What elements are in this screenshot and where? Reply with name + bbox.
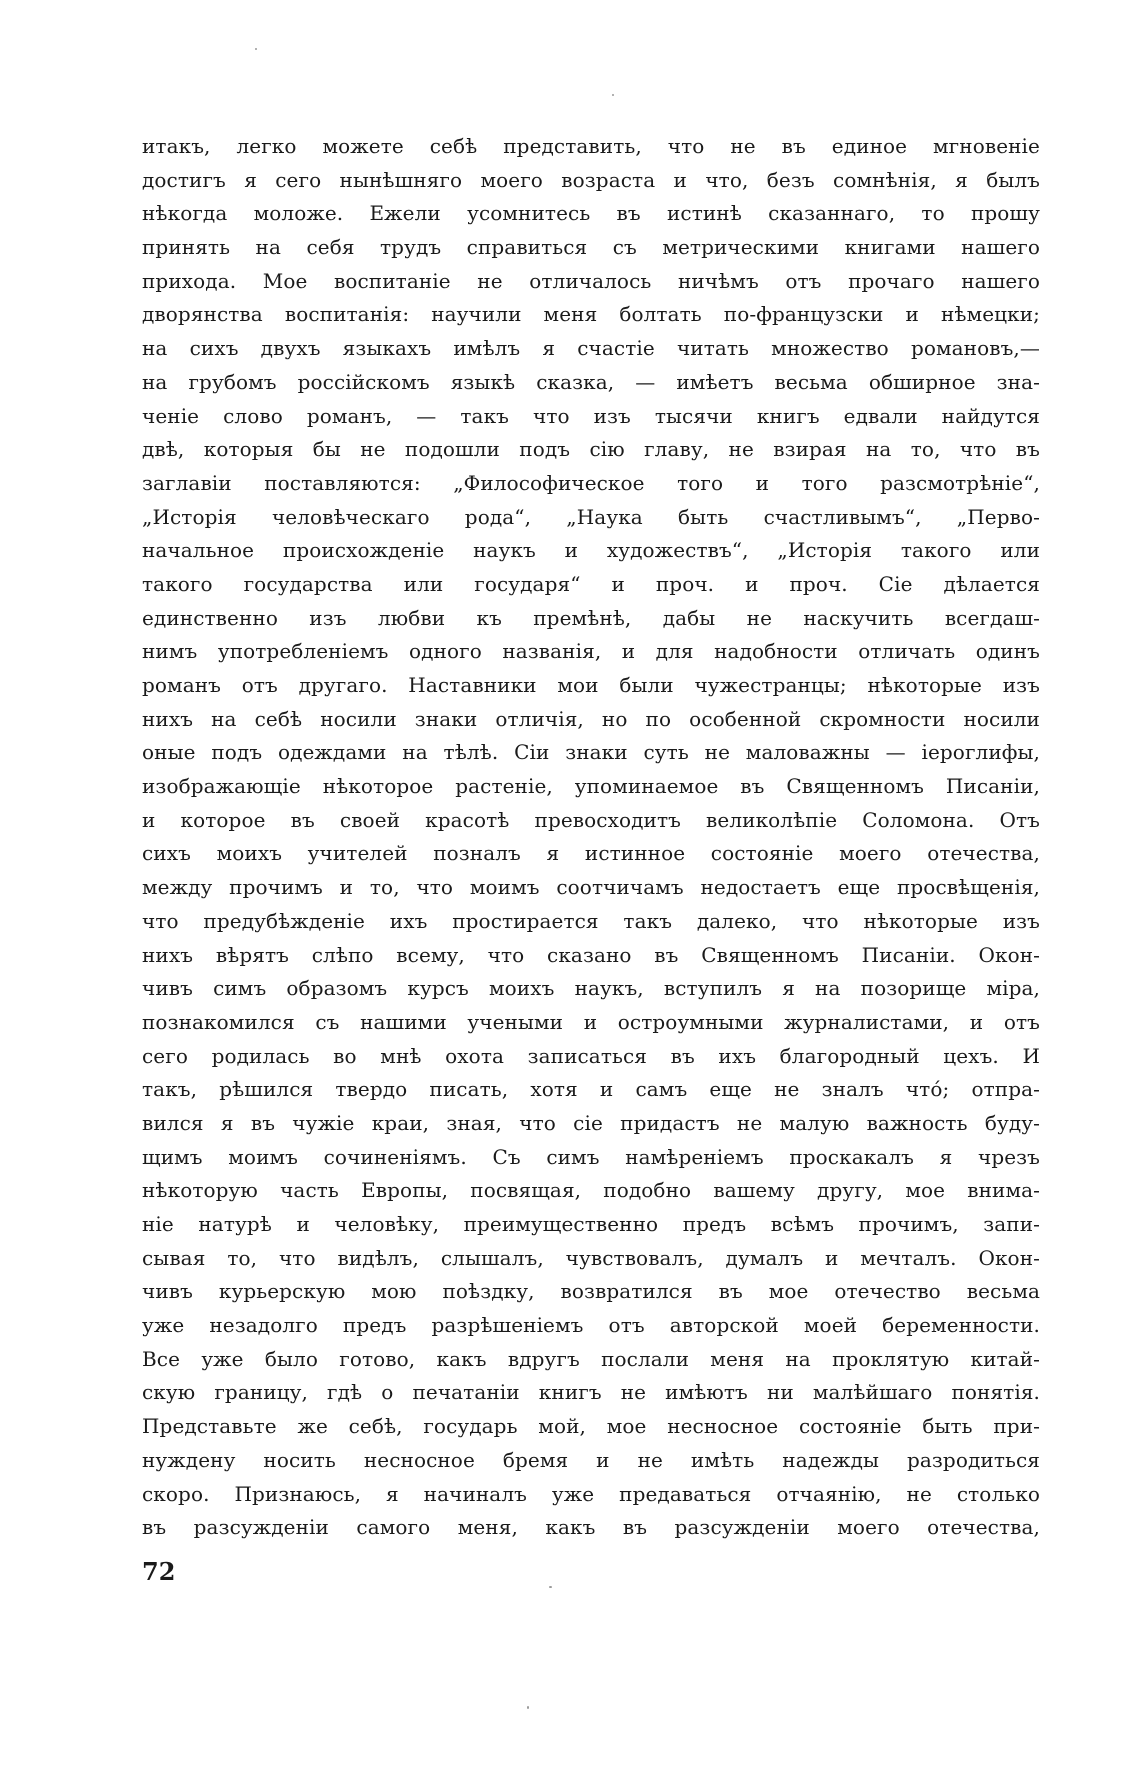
- text-line: чивъ симъ образомъ курсъ моихъ наукъ, вступилъ я на позорище міра,: [142, 976, 1040, 1001]
- text-line: чивъ курьерскую мою поѣздку, возвратился въ мое отечество весьма: [142, 1279, 1040, 1304]
- text-line: нимъ употребленіемъ одного названія, и для надобности отличать одинъ: [142, 639, 1040, 664]
- text-line: нѣкоторую часть Европы, посвящая, подобно вашему другу, мое внима-: [142, 1178, 1040, 1203]
- text-line: познакомился съ нашими учеными и остроумными журналистами, и отъ: [142, 1009, 1040, 1034]
- text-line: уже незадолго предъ разрѣшеніемъ отъ авторской моей беременности.: [142, 1313, 1040, 1338]
- text-line: оные подъ одеждами на тѣлѣ. Сіи знаки суть не маловажны — іероглифы,: [142, 740, 1040, 765]
- page-number: 72: [142, 1557, 176, 1586]
- text-line: скоро. Признаюсь, я начиналъ уже предаваться отчаянію, не столько: [142, 1481, 1040, 1506]
- text-line: нуждену носить несносное бремя и не имѣть надежды разродиться: [142, 1447, 1040, 1472]
- text-line: прихода. Мое воспитаніе не отличалось ничѣмъ отъ прочаго нашего: [142, 268, 1040, 293]
- text-line: романъ отъ другаго. Наставники мои были чужестранцы; нѣкоторые изъ: [142, 673, 1040, 697]
- text-line: достигъ я сего нынѣшняго моего возраста и что, безъ сомнѣнія, я былъ: [142, 167, 1040, 192]
- paper-speck: [549, 1586, 552, 1588]
- paper-speck: [612, 94, 614, 96]
- text-line: изображающіе нѣкоторое растеніе, упоминаемое въ Священномъ Писаніи,: [142, 774, 1040, 799]
- text-line: такого государства или государя“ и проч. и проч. Сіе дѣлается: [142, 571, 1040, 596]
- text-line: ченіе слово романъ, — такъ что изъ тысячи книгъ едвали найдутся: [142, 403, 1040, 428]
- text-line: такъ, рѣшился твердо писать, хотя и самъ еще не зналъ что́; отпра-: [142, 1077, 1040, 1102]
- text-line: нѣкогда моложе. Ежели усомнитесь въ истинѣ сказаннаго, то прошу: [142, 201, 1040, 226]
- text-line: щимъ моимъ сочиненіямъ. Съ симъ намѣреніемъ проскакалъ я чрезъ: [142, 1144, 1040, 1169]
- text-line: на грубомъ россійскомъ языкѣ сказка, — имѣетъ весьма обширное зна-: [142, 369, 1040, 394]
- text-line: Все уже было готово, какъ вдругъ послали меня на проклятую китай-: [142, 1346, 1040, 1371]
- text-line: что предубѣжденіе ихъ простирается такъ далеко, что нѣкоторые изъ: [142, 908, 1040, 933]
- text-line: на сихъ двухъ языкахъ имѣлъ я счастіе читать множество романовъ,—: [142, 336, 1040, 361]
- text-line: и которое въ своей красотѣ превосходитъ великолѣпіе Соломона. Отъ: [142, 807, 1040, 832]
- text-line: сего родилась во мнѣ охота записаться въ ихъ благородный цехъ. И: [142, 1043, 1040, 1068]
- paper-speck: [527, 1706, 529, 1709]
- text-line: скую границу, гдѣ о печатаніи книгъ не имѣютъ ни малѣйшаго понятія.: [142, 1380, 1040, 1405]
- text-line: дворянства воспитанія: научили меня болтать по-французски и нѣмецки;: [142, 302, 1040, 327]
- text-line: заглавіи поставляются: „Философическое того и того разсмотрѣніе“,: [142, 470, 1040, 495]
- text-line: сывая то, что видѣлъ, слышалъ, чувствовалъ, думалъ и мечталъ. Окон-: [142, 1245, 1040, 1270]
- text-line: единственно изъ любви къ премѣнѣ, дабы не наскучить всегдаш-: [142, 605, 1040, 630]
- text-line: „Исторія человѣческаго рода“, „Наука быть счастливымъ“, „Перво-: [142, 504, 1040, 529]
- text-line: нихъ на себѣ носили знаки отличія, но по особенной скромности носили: [142, 706, 1040, 731]
- text-line: между прочимъ и то, что моимъ соотчичамъ недостаетъ еще просвѣщенія,: [142, 875, 1040, 900]
- text-line: ніе натурѣ и человѣку, преимущественно предъ всѣмъ прочимъ, запи-: [142, 1212, 1040, 1236]
- text-line: нихъ вѣрятъ слѣпо всему, что сказано въ Священномъ Писаніи. Окон-: [142, 942, 1040, 967]
- paper-speck: [255, 48, 257, 50]
- text-line: вился я въ чужіе краи, зная, что сіе придастъ не малую важность буду-: [142, 1110, 1040, 1135]
- text-line: сихъ моихъ учителей позналъ я истинное состояніе моего отечества,: [142, 841, 1040, 866]
- text-line: начальное происхожденіе наукъ и художествъ“, „Исторія такого или: [142, 538, 1040, 563]
- text-line: принять на себя трудъ справиться съ метрическими книгами нашего: [142, 235, 1040, 260]
- text-line: въ разсужденіи самого меня, какъ въ разсужденіи моего отечества,: [142, 1515, 1040, 1540]
- text-line: Представьте же себѣ, государь мой, мое несносное состояніе быть при-: [142, 1414, 1040, 1439]
- body-text: [142, 130, 1040, 1545]
- text-line: двѣ, которыя бы не подошли подъ сію главу, не взирая на то, что въ: [142, 437, 1040, 462]
- text-line: итакъ, легко можете себѣ представить, что не въ единое мгновеніе: [142, 134, 1040, 158]
